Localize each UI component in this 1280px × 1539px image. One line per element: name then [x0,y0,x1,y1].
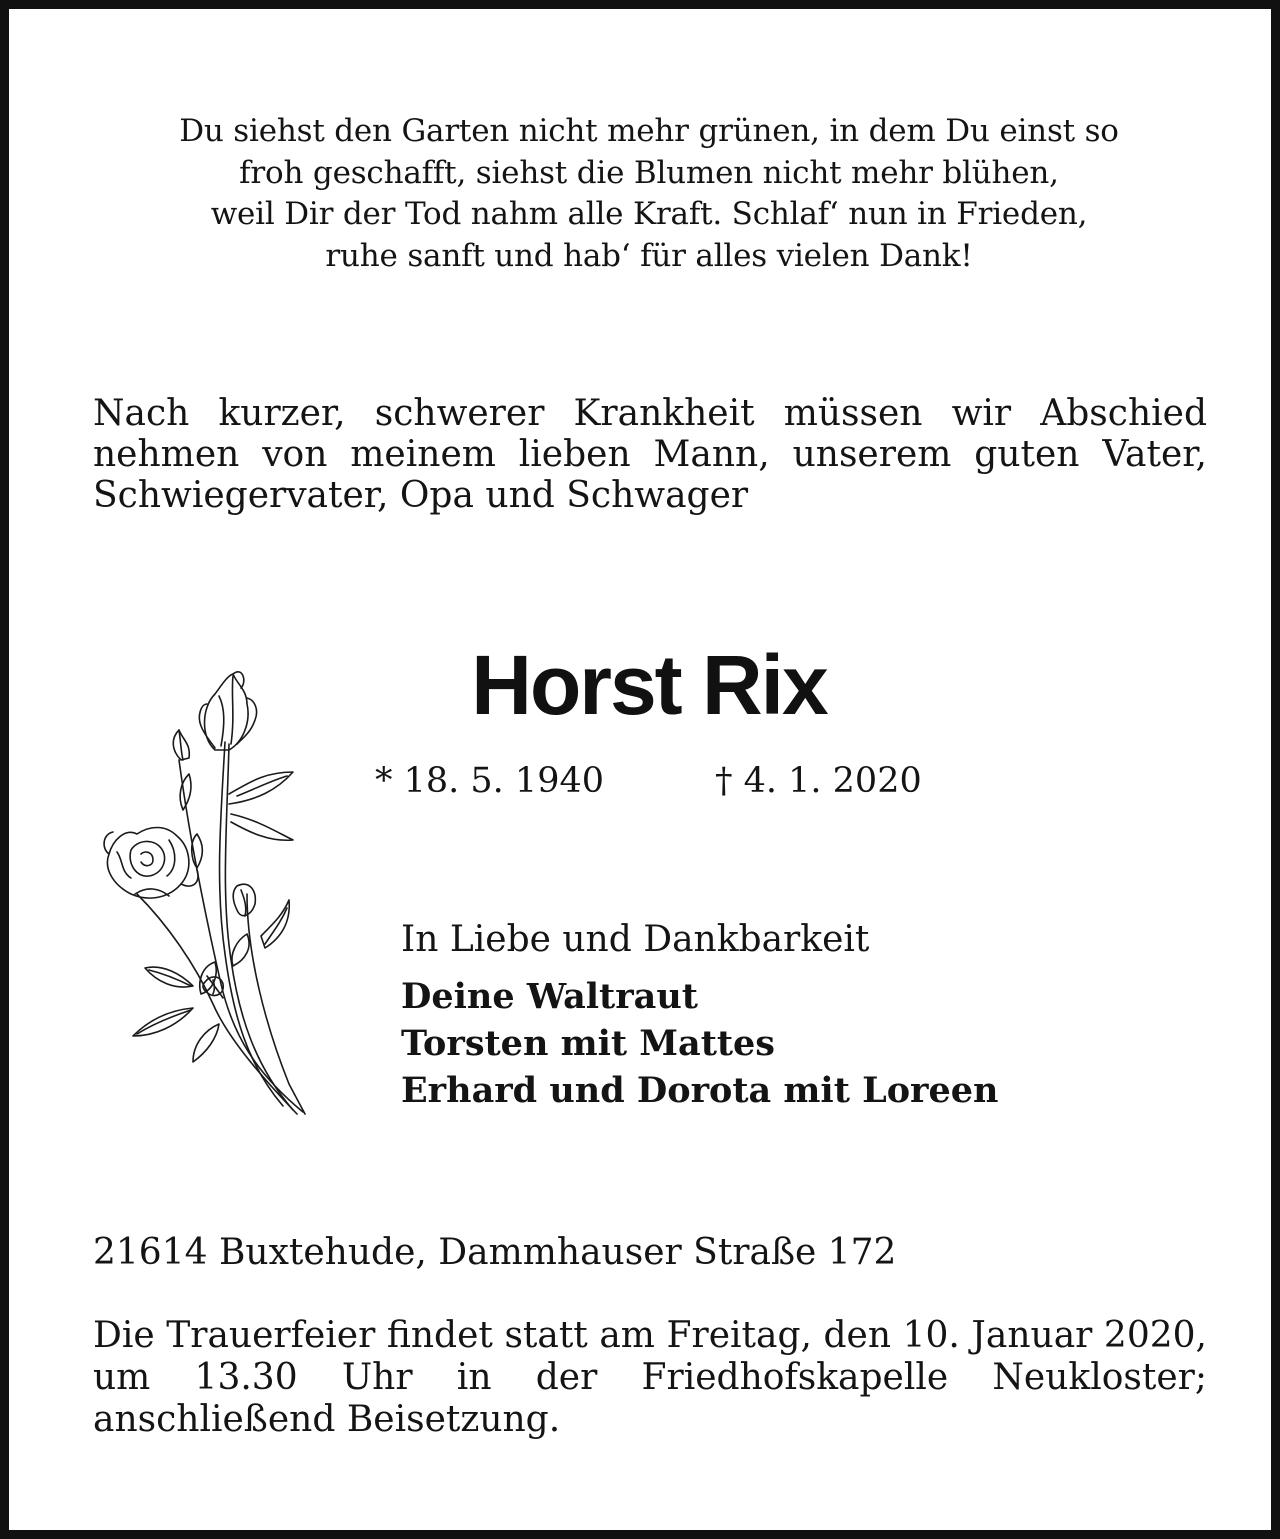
poem-line: weil Dir der Tod nahm alle Kraft. Schlaf‘ nun in Frieden, [210,196,1088,232]
mourner-name: Torsten mit Mattes [401,1023,775,1064]
announcement-line: Schwiegervater, Opa und Schwager [93,475,749,516]
service-line: um 13.30 Uhr in der Friedhofskapelle Neukloster; [93,1357,1207,1398]
funeral-service-info [93,1315,1207,1441]
deceased-name: Horst Rix [471,638,827,732]
mourner-name: Deine Waltraut [401,976,698,1017]
announcement-line: nehmen von meinem lieben Mann, unserem guten Vater, [93,434,1207,475]
poem-line: froh geschafft, siehst die Blumen nicht mehr blühen, [239,154,1059,191]
mourners-block [401,917,1221,1114]
family-address: 21614 Buxtehude, Dammhauser Straße 172 [93,1232,897,1273]
mourners-list [401,973,1221,1114]
memorial-poem [9,111,1280,277]
mourners-caption: In Liebe und Dankbarkeit [401,919,870,960]
mourner-name: Erhard und Dorota mit Loreen [401,1070,999,1111]
announcement-text [93,393,1207,516]
service-line: anschließend Beisetzung. [93,1399,561,1440]
rose-illustration-icon [97,664,312,1119]
birth-date: * 18. 5. 1940 [375,761,605,801]
announcement-line: Nach kurzer, schwerer Krankheit müssen wir Abschied [93,393,1207,434]
poem-line: ruhe sanft und hab‘ für alles vielen Dank! [325,237,973,274]
poem-line: Du siehst den Garten nicht mehr grünen, in dem Du einst so [179,113,1119,149]
service-line: Die Trauerfeier findet statt am Freitag, den 10. Januar 2020, [93,1315,1207,1356]
death-date: † 4. 1. 2020 [715,761,922,801]
